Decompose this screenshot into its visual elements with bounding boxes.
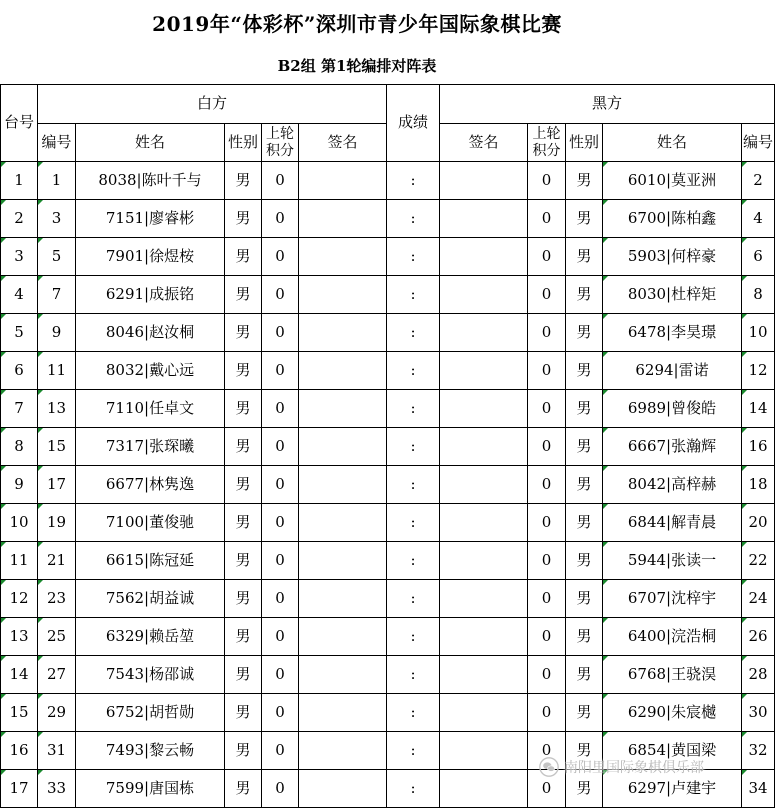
white-player-cell xyxy=(76,352,225,390)
white-player-name: 7493|黎云畅 xyxy=(105,740,195,759)
black-no-cell: 2 xyxy=(742,162,775,200)
white-player-cell xyxy=(76,200,225,238)
table-no-cell: 6 xyxy=(1,352,38,390)
white-player-cell xyxy=(76,504,225,542)
black-player-cell xyxy=(603,428,742,466)
black-player-cell xyxy=(603,504,742,542)
result-cell: : xyxy=(387,466,440,504)
table-row xyxy=(1,656,775,694)
page-title: 2019年“体彩杯”深圳市青少年国际象棋比赛 xyxy=(152,12,562,36)
black-player-cell xyxy=(603,466,742,504)
header-table-no: 台号 xyxy=(1,85,38,162)
black-score-cell: 0 xyxy=(528,314,566,352)
header-white-sign: 签名 xyxy=(299,124,387,162)
white-sign-cell xyxy=(299,238,387,276)
white-player-name: 6291|成振铭 xyxy=(105,284,195,303)
black-gender-cell: 男 xyxy=(566,580,603,618)
white-score-cell: 0 xyxy=(262,162,299,200)
result-cell: : xyxy=(387,694,440,732)
black-sign-cell xyxy=(440,200,528,238)
black-player-name: 6010|莫亚洲 xyxy=(627,170,717,189)
white-player-name: 6677|林隽逸 xyxy=(105,474,195,493)
black-no-cell: 28 xyxy=(742,656,775,694)
black-player-cell xyxy=(603,200,742,238)
table-no-cell: 14 xyxy=(1,656,38,694)
white-player-name: 7110|任卓文 xyxy=(105,398,195,417)
table-row xyxy=(1,276,775,314)
black-gender-cell: 男 xyxy=(566,314,603,352)
white-player-cell xyxy=(76,428,225,466)
black-sign-cell xyxy=(440,618,528,656)
table-no-cell: 1 xyxy=(1,162,38,200)
white-score-cell: 0 xyxy=(262,770,299,808)
result-cell: : xyxy=(387,618,440,656)
result-cell: : xyxy=(387,504,440,542)
black-player-name: 5903|何梓豪 xyxy=(627,246,717,265)
white-no-cell: 27 xyxy=(38,656,76,694)
black-score-cell: 0 xyxy=(528,770,566,808)
white-sign-cell xyxy=(299,276,387,314)
white-sign-cell xyxy=(299,656,387,694)
black-player-cell xyxy=(603,162,742,200)
result-cell: : xyxy=(387,542,440,580)
white-no-cell: 7 xyxy=(38,276,76,314)
white-score-cell: 0 xyxy=(262,238,299,276)
watermark xyxy=(539,757,704,777)
white-no-cell: 21 xyxy=(38,542,76,580)
black-score-cell: 0 xyxy=(528,238,566,276)
page-subtitle: B2组 第1轮编排对阵表 xyxy=(277,57,437,75)
white-score-cell: 0 xyxy=(262,694,299,732)
result-cell: : xyxy=(387,352,440,390)
table-row xyxy=(1,504,775,542)
black-player-name: 6989|曾俊皓 xyxy=(627,398,717,417)
black-score-cell: 0 xyxy=(528,656,566,694)
white-gender-cell: 男 xyxy=(225,314,262,352)
black-sign-cell xyxy=(440,694,528,732)
black-gender-cell: 男 xyxy=(566,542,603,580)
black-score-cell: 0 xyxy=(528,504,566,542)
white-no-cell: 23 xyxy=(38,580,76,618)
white-gender-cell: 男 xyxy=(225,580,262,618)
white-gender-cell: 男 xyxy=(225,428,262,466)
black-player-cell xyxy=(603,656,742,694)
header-result: 成绩 xyxy=(387,85,440,162)
black-no-cell: 4 xyxy=(742,200,775,238)
white-sign-cell xyxy=(299,162,387,200)
white-sign-cell xyxy=(299,694,387,732)
black-player-name: 6297|卢建宇 xyxy=(627,778,717,797)
black-gender-cell: 男 xyxy=(566,656,603,694)
white-player-cell xyxy=(76,732,225,770)
wechat-icon xyxy=(539,757,559,777)
result-cell: : xyxy=(387,238,440,276)
black-player-name: 6768|王骁淏 xyxy=(627,664,717,683)
white-player-cell xyxy=(76,238,225,276)
black-no-cell: 30 xyxy=(742,694,775,732)
black-gender-cell: 男 xyxy=(566,428,603,466)
white-gender-cell: 男 xyxy=(225,238,262,276)
white-no-cell: 17 xyxy=(38,466,76,504)
table-row xyxy=(1,542,775,580)
black-no-cell: 26 xyxy=(742,618,775,656)
white-score-cell: 0 xyxy=(262,542,299,580)
table-no-cell: 3 xyxy=(1,238,38,276)
black-gender-cell: 男 xyxy=(566,694,603,732)
black-player-cell xyxy=(603,580,742,618)
result-cell: : xyxy=(387,314,440,352)
white-player-cell xyxy=(76,618,225,656)
black-no-cell: 16 xyxy=(742,428,775,466)
black-score-cell: 0 xyxy=(528,200,566,238)
white-player-cell xyxy=(76,276,225,314)
black-player-name: 6667|张瀚辉 xyxy=(627,436,717,455)
black-no-cell: 8 xyxy=(742,276,775,314)
black-score-cell: 0 xyxy=(528,694,566,732)
header-white-no: 编号 xyxy=(38,124,76,162)
white-score-cell: 0 xyxy=(262,580,299,618)
header-black-gender: 性别 xyxy=(566,124,603,162)
white-no-cell: 5 xyxy=(38,238,76,276)
table-no-cell: 5 xyxy=(1,314,38,352)
black-player-cell xyxy=(603,314,742,352)
white-gender-cell: 男 xyxy=(225,352,262,390)
white-sign-cell xyxy=(299,542,387,580)
black-score-cell: 0 xyxy=(528,466,566,504)
header-white-name: 姓名 xyxy=(76,124,225,162)
result-cell: : xyxy=(387,162,440,200)
white-player-name: 6752|胡哲勋 xyxy=(105,702,195,721)
table-no-cell: 17 xyxy=(1,770,38,808)
white-gender-cell: 男 xyxy=(225,542,262,580)
white-player-name: 7901|徐煜桉 xyxy=(105,246,195,265)
table-row xyxy=(1,200,775,238)
white-sign-cell xyxy=(299,618,387,656)
black-player-name: 6478|李昊璟 xyxy=(627,322,717,341)
black-score-cell: 0 xyxy=(528,276,566,314)
white-no-cell: 13 xyxy=(38,390,76,428)
white-sign-cell xyxy=(299,352,387,390)
white-player-cell xyxy=(76,694,225,732)
table-row xyxy=(1,352,775,390)
white-sign-cell xyxy=(299,504,387,542)
white-sign-cell xyxy=(299,770,387,808)
result-cell: : xyxy=(387,732,440,770)
black-gender-cell: 男 xyxy=(566,200,603,238)
black-sign-cell xyxy=(440,656,528,694)
table-no-cell: 16 xyxy=(1,732,38,770)
white-sign-cell xyxy=(299,314,387,352)
watermark-text: 南阳里国际象棋俱乐部 xyxy=(564,760,704,776)
pairing-table xyxy=(0,84,775,808)
white-player-name: 7317|张琛曦 xyxy=(105,436,195,455)
white-gender-cell: 男 xyxy=(225,694,262,732)
white-no-cell: 15 xyxy=(38,428,76,466)
white-player-cell xyxy=(76,580,225,618)
black-score-cell: 0 xyxy=(528,428,566,466)
header-black: 黑方 xyxy=(440,85,775,124)
result-cell: : xyxy=(387,656,440,694)
white-sign-cell xyxy=(299,390,387,428)
black-player-name: 6294|雷诺 xyxy=(635,360,709,379)
header-white-gender: 性别 xyxy=(225,124,262,162)
table-no-cell: 4 xyxy=(1,276,38,314)
black-sign-cell xyxy=(440,238,528,276)
black-sign-cell xyxy=(440,732,528,770)
white-gender-cell: 男 xyxy=(225,504,262,542)
black-player-name: 8030|杜梓矩 xyxy=(627,284,717,303)
white-score-cell: 0 xyxy=(262,732,299,770)
table-no-cell: 9 xyxy=(1,466,38,504)
table-row xyxy=(1,162,775,200)
table-row xyxy=(1,618,775,656)
black-no-cell: 32 xyxy=(742,732,775,770)
result-cell: : xyxy=(387,276,440,314)
white-score-cell: 0 xyxy=(262,200,299,238)
white-player-cell xyxy=(76,656,225,694)
black-score-cell: 0 xyxy=(528,352,566,390)
black-score-cell: 0 xyxy=(528,390,566,428)
black-no-cell: 20 xyxy=(742,504,775,542)
black-player-name: 8042|高梓赫 xyxy=(627,474,717,493)
black-gender-cell: 男 xyxy=(566,466,603,504)
white-player-name: 8032|戴心远 xyxy=(105,360,195,379)
white-player-cell xyxy=(76,770,225,808)
black-gender-cell: 男 xyxy=(566,770,603,808)
black-player-cell xyxy=(603,390,742,428)
black-player-cell xyxy=(603,694,742,732)
white-player-name: 7151|廖睿彬 xyxy=(105,208,195,227)
header-white-prev-score: 上轮积分 xyxy=(262,124,299,162)
white-player-cell xyxy=(76,542,225,580)
black-player-cell xyxy=(603,276,742,314)
table-no-cell: 7 xyxy=(1,390,38,428)
white-no-cell: 33 xyxy=(38,770,76,808)
header-black-prev-score: 上轮积分 xyxy=(528,124,566,162)
white-player-cell xyxy=(76,314,225,352)
black-sign-cell xyxy=(440,580,528,618)
table-row xyxy=(1,428,775,466)
black-player-name: 6844|解青晨 xyxy=(627,512,717,531)
black-score-cell: 0 xyxy=(528,542,566,580)
header-black-name: 姓名 xyxy=(603,124,742,162)
black-sign-cell xyxy=(440,770,528,808)
header-white: 白方 xyxy=(38,85,387,124)
table-no-cell: 15 xyxy=(1,694,38,732)
black-gender-cell: 男 xyxy=(566,276,603,314)
white-player-name: 7599|唐国栋 xyxy=(105,778,195,797)
black-gender-cell: 男 xyxy=(566,162,603,200)
white-no-cell: 31 xyxy=(38,732,76,770)
black-no-cell: 14 xyxy=(742,390,775,428)
white-gender-cell: 男 xyxy=(225,466,262,504)
header-black-sign: 签名 xyxy=(440,124,528,162)
table-no-cell: 11 xyxy=(1,542,38,580)
black-player-name: 6290|朱宸樾 xyxy=(627,702,717,721)
white-score-cell: 0 xyxy=(262,314,299,352)
black-sign-cell xyxy=(440,162,528,200)
white-sign-cell xyxy=(299,580,387,618)
white-gender-cell: 男 xyxy=(225,200,262,238)
black-sign-cell xyxy=(440,542,528,580)
white-gender-cell: 男 xyxy=(225,732,262,770)
white-player-name: 7100|董俊驰 xyxy=(105,512,195,531)
white-gender-cell: 男 xyxy=(225,276,262,314)
white-gender-cell: 男 xyxy=(225,656,262,694)
white-no-cell: 3 xyxy=(38,200,76,238)
table-no-cell: 10 xyxy=(1,504,38,542)
table-row xyxy=(1,694,775,732)
black-no-cell: 10 xyxy=(742,314,775,352)
result-cell: : xyxy=(387,390,440,428)
table-row xyxy=(1,580,775,618)
header-black-no: 编号 xyxy=(742,124,775,162)
white-player-name: 7543|杨邵诚 xyxy=(105,664,195,683)
white-score-cell: 0 xyxy=(262,352,299,390)
result-cell: : xyxy=(387,428,440,466)
white-sign-cell xyxy=(299,732,387,770)
table-no-cell: 8 xyxy=(1,428,38,466)
table-no-cell: 13 xyxy=(1,618,38,656)
black-gender-cell: 男 xyxy=(566,732,603,770)
white-no-cell: 25 xyxy=(38,618,76,656)
black-player-cell xyxy=(603,238,742,276)
white-no-cell: 29 xyxy=(38,694,76,732)
black-score-cell: 0 xyxy=(528,162,566,200)
black-sign-cell xyxy=(440,352,528,390)
black-no-cell: 24 xyxy=(742,580,775,618)
white-player-cell xyxy=(76,162,225,200)
white-score-cell: 0 xyxy=(262,504,299,542)
table-no-cell: 2 xyxy=(1,200,38,238)
black-gender-cell: 男 xyxy=(566,390,603,428)
white-score-cell: 0 xyxy=(262,466,299,504)
white-sign-cell xyxy=(299,200,387,238)
black-player-cell xyxy=(603,352,742,390)
black-sign-cell xyxy=(440,314,528,352)
black-player-name: 5944|张读一 xyxy=(627,550,717,569)
white-player-name: 8046|赵汝桐 xyxy=(105,322,195,341)
white-gender-cell: 男 xyxy=(225,162,262,200)
white-score-cell: 0 xyxy=(262,428,299,466)
white-no-cell: 9 xyxy=(38,314,76,352)
pairing-rows xyxy=(1,162,775,808)
table-row xyxy=(1,390,775,428)
black-no-cell: 22 xyxy=(742,542,775,580)
black-player-name: 6700|陈柏鑫 xyxy=(627,208,717,227)
white-score-cell: 0 xyxy=(262,656,299,694)
black-sign-cell xyxy=(440,390,528,428)
black-player-name: 6854|黄国梁 xyxy=(627,740,717,759)
black-score-cell: 0 xyxy=(528,732,566,770)
black-gender-cell: 男 xyxy=(566,238,603,276)
table-row xyxy=(1,238,775,276)
black-sign-cell xyxy=(440,428,528,466)
table-row xyxy=(1,314,775,352)
black-player-cell xyxy=(603,618,742,656)
white-player-cell xyxy=(76,466,225,504)
black-score-cell: 0 xyxy=(528,618,566,656)
black-no-cell: 18 xyxy=(742,466,775,504)
white-gender-cell: 男 xyxy=(225,770,262,808)
white-no-cell: 1 xyxy=(38,162,76,200)
black-sign-cell xyxy=(440,276,528,314)
white-player-name: 7562|胡益诚 xyxy=(105,588,195,607)
white-sign-cell xyxy=(299,428,387,466)
white-player-cell xyxy=(76,390,225,428)
header-row-1 xyxy=(1,85,775,124)
black-player-name: 6400|浣浩桐 xyxy=(627,626,717,645)
white-player-name: 6615|陈冠延 xyxy=(105,550,195,569)
result-cell: : xyxy=(387,770,440,808)
black-sign-cell xyxy=(440,466,528,504)
black-no-cell: 6 xyxy=(742,238,775,276)
black-player-name: 6707|沈梓宇 xyxy=(627,588,717,607)
table-no-cell: 12 xyxy=(1,580,38,618)
black-no-cell: 34 xyxy=(742,770,775,808)
white-no-cell: 11 xyxy=(38,352,76,390)
result-cell: : xyxy=(387,580,440,618)
white-score-cell: 0 xyxy=(262,276,299,314)
black-player-cell xyxy=(603,542,742,580)
black-no-cell: 12 xyxy=(742,352,775,390)
white-player-name: 8038|陈叶千与 xyxy=(98,170,202,189)
white-no-cell: 19 xyxy=(38,504,76,542)
white-score-cell: 0 xyxy=(262,618,299,656)
white-gender-cell: 男 xyxy=(225,390,262,428)
table-row xyxy=(1,466,775,504)
white-sign-cell xyxy=(299,466,387,504)
result-cell: : xyxy=(387,200,440,238)
black-gender-cell: 男 xyxy=(566,618,603,656)
white-score-cell: 0 xyxy=(262,390,299,428)
black-gender-cell: 男 xyxy=(566,352,603,390)
white-player-name: 6329|赖岳堃 xyxy=(105,626,195,645)
black-sign-cell xyxy=(440,504,528,542)
black-score-cell: 0 xyxy=(528,580,566,618)
black-gender-cell: 男 xyxy=(566,504,603,542)
white-gender-cell: 男 xyxy=(225,618,262,656)
